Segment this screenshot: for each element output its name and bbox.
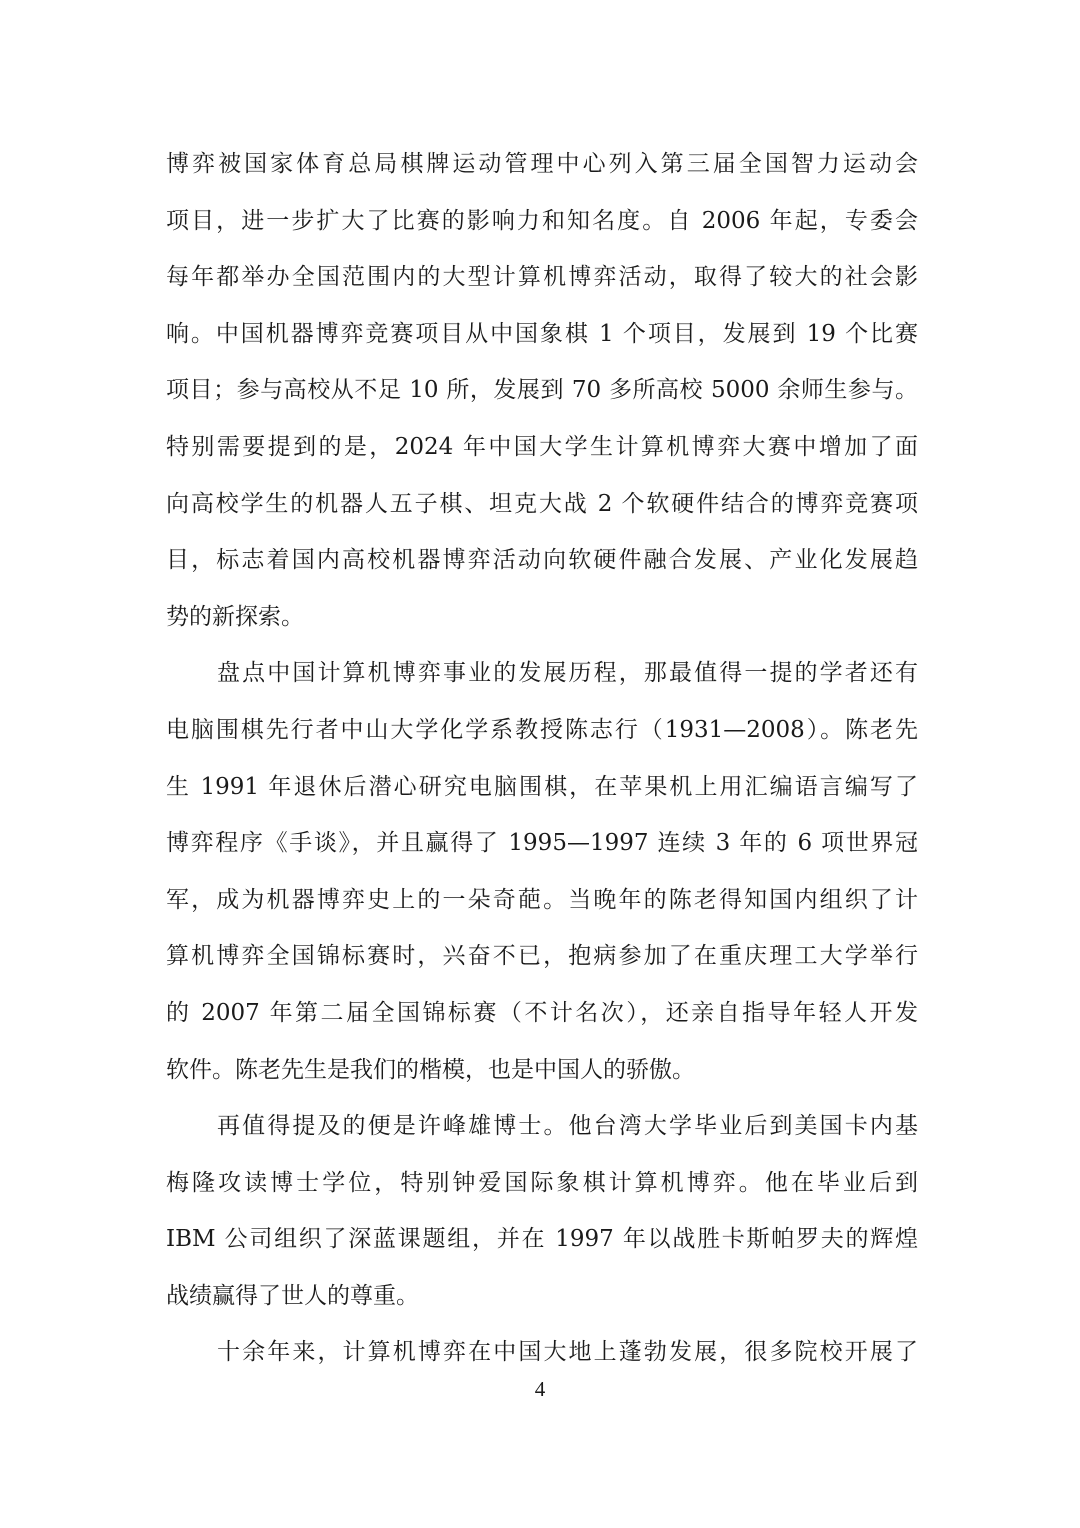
text-line: 向高校学生的机器人五子棋、坦克大战 2 个软硬件结合的博弈竞赛项: [166, 490, 918, 517]
text-line: 项目；参与高校从不足 10 所，发展到 70 多所高校 5000 余师生参与。: [166, 377, 918, 404]
text-line: 梅隆攻读博士学位，特别钟爱国际象棋计算机博弈。他在毕业后到: [166, 1169, 918, 1196]
text-line: 的 2007 年第二届全国锦标赛（不计名次），还亲自指导年轻人开发: [166, 999, 918, 1026]
body-text: [166, 136, 918, 1381]
paragraph-start-line: 再值得提及的便是许峰雄博士。他台湾大学毕业后到美国卡内基: [217, 1113, 918, 1140]
text-line: 战绩赢得了世人的尊重。: [166, 1282, 419, 1309]
text-line: 每年都举办全国范围内的大型计算机博弈活动，取得了较大的社会影: [166, 264, 918, 291]
text-line: 电脑围棋先行者中山大学化学系教授陈志行（1931—2008）。陈老先: [166, 716, 918, 743]
text-line: 响。中国机器博弈竞赛项目从中国象棋 1 个项目，发展到 19 个比赛: [166, 320, 918, 347]
text-line: 目，标志着国内高校机器博弈活动向软硬件融合发展、产业化发展趋: [166, 547, 918, 574]
text-line: 软件。陈老先生是我们的楷模，也是中国人的骄傲。: [166, 1056, 695, 1083]
page-number: 4: [534, 1377, 546, 1401]
text-line: IBM 公司组织了深蓝课题组，并在 1997 年以战胜卡斯帕罗夫的辉煌: [166, 1226, 918, 1253]
text-line: 博弈被国家体育总局棋牌运动管理中心列入第三届全国智力运动会: [166, 151, 918, 177]
text-line: 项目，进一步扩大了比赛的影响力和知名度。自 2006 年起，专委会: [166, 207, 918, 234]
text-line: 博弈程序《手谈》，并且赢得了 1995—1997 连续 3 年的 6 项世界冠: [166, 830, 918, 857]
text-line: 生 1991 年退休后潜心研究电脑围棋，在苹果机上用汇编语言编写了: [166, 773, 918, 800]
text-line: 势的新探索。: [166, 603, 304, 630]
paragraph-start-line: 盘点中国计算机博弈事业的发展历程，那最值得一提的学者还有: [217, 660, 918, 687]
text-line: 军，成为机器博弈史上的一朵奇葩。当晚年的陈老得知国内组织了计: [166, 886, 918, 913]
text-line: 算机博弈全国锦标赛时，兴奋不已，抱病参加了在重庆理工大学举行: [166, 943, 918, 970]
text-line: 特别需要提到的是，2024 年中国大学生计算机博弈大赛中增加了面: [166, 433, 918, 460]
paragraph-start-line: 十余年来，计算机博弈在中国大地上蓬勃发展，很多院校开展了: [217, 1339, 918, 1366]
